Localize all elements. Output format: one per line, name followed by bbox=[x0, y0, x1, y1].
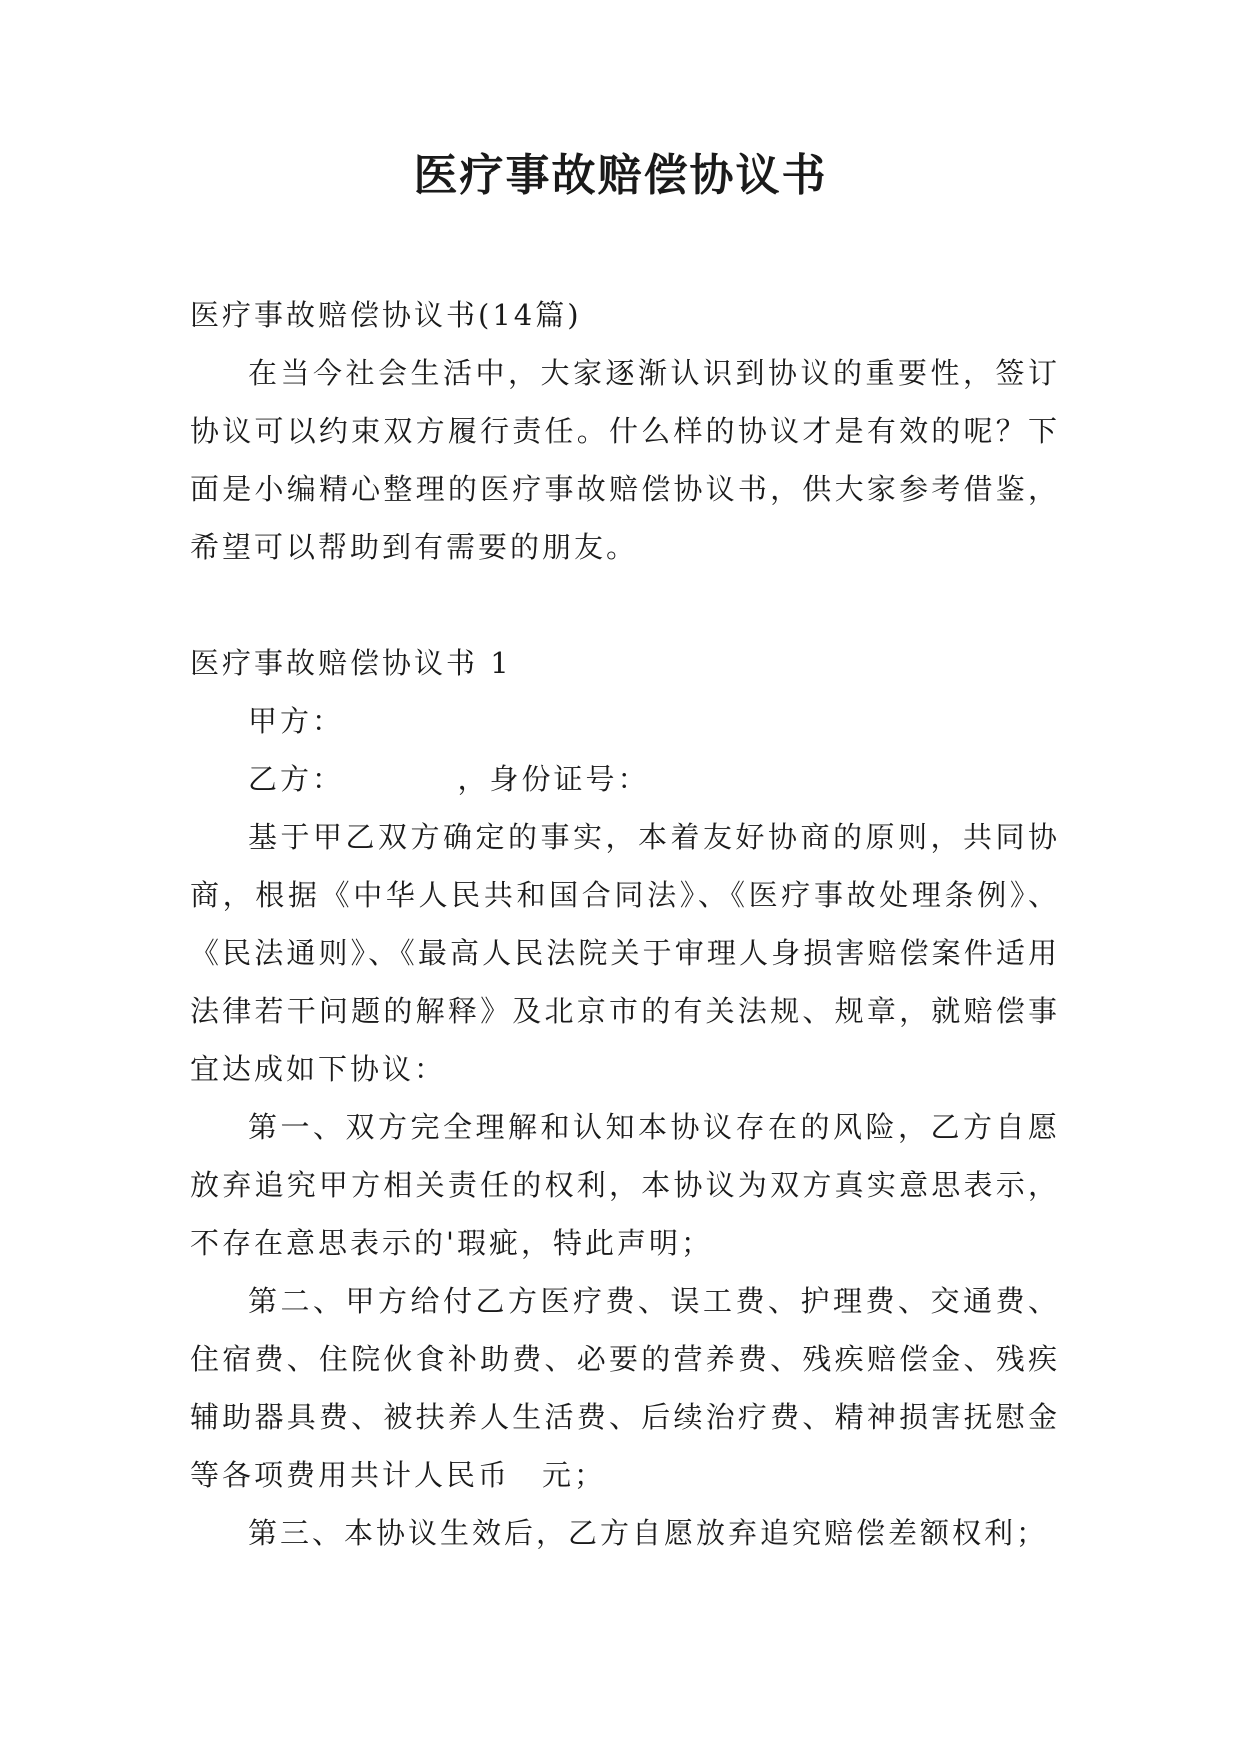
basis-paragraph: 基于甲乙双方确定的事实，本着友好协商的原则，共同协商，根据《中华人民共和国合同法》、《医疗事故处理条例》、《民法通则》、《最高人民法院关于审理人身损害赔偿案件适用法律若干问题的解释》及北京市的有关法规、规章，就赔偿事宜达成如下协议： bbox=[190, 820, 1060, 1086]
clause-2-paragraph: 第二、甲方给付乙方医疗费、误工费、护理费、交通费、住宿费、住院伙食补助费、必要的营养费、残疾赔偿金、残疾辅助器具费、被扶养人生活费、后续治疗费、精神损害抚慰金等各项费用共计人民币 元； bbox=[190, 1284, 1060, 1492]
document-body bbox=[190, 286, 1060, 1562]
document-subtitle: 医疗事故赔偿协议书(14篇) bbox=[190, 298, 582, 332]
party-b-line: 乙方： ，身份证号： bbox=[248, 762, 650, 796]
intro-paragraph: 在当今社会生活中，大家逐渐认识到协议的重要性，签订协议可以约束双方履行责任。什么样的协议才是有效的呢？下面是小编精心整理的医疗事故赔偿协议书，供大家参考借鉴，希望可以帮助到有需要的朋友。 bbox=[190, 356, 1060, 564]
clause-1-paragraph: 第一、双方完全理解和认知本协议存在的风险，乙方自愿放弃追究甲方相关责任的权利，本协议为双方真实意思表示，不存在意思表示的'瑕疵，特此声明； bbox=[190, 1110, 1060, 1260]
party-a-line: 甲方： bbox=[248, 704, 345, 738]
section-heading: 医疗事故赔偿协议书 1 bbox=[190, 646, 512, 680]
clause-3-paragraph: 第三、本协议生效后，乙方自愿放弃追究赔偿差额权利； bbox=[248, 1516, 1049, 1550]
document-title: 医疗事故赔偿协议书 bbox=[413, 150, 828, 201]
